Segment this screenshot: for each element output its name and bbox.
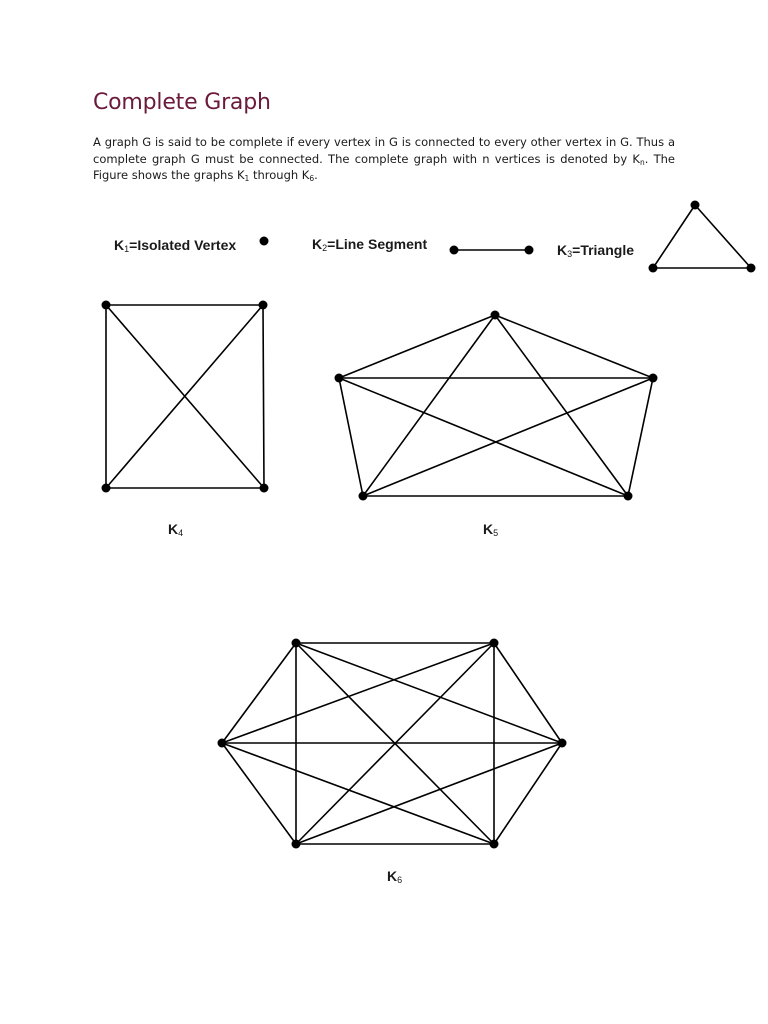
k5-label-sub: 5 [493,528,499,538]
k6-edge [494,643,562,743]
k4-vertex [259,301,268,310]
k1-label [114,237,236,253]
k5-label [483,521,498,537]
k6-vertex [490,840,499,849]
k3-edge [695,205,751,268]
k6-edge [494,743,562,844]
k1-label-text: =Isolated Vertex [129,237,237,253]
k3-label-sub: 3 [567,249,573,259]
k5-vertex [649,374,658,383]
intro-text-1: A graph G is said to be complete if every vertex in G is connected to every other vertex in G. Thus a complete graph G must be connected. The complete graph with n vertices is denoted by K [93,135,675,166]
page-title: Complete Graph [93,90,271,115]
k2-label-k: K [312,236,323,252]
k1-graph [260,237,269,246]
k4-graph [102,301,269,493]
k5-edge [628,378,653,496]
intro-text-4: . [314,168,318,182]
k4-edge [263,305,264,488]
k2-label-text: =Line Segment [327,236,428,252]
k2-graph [450,246,534,255]
k3-label [557,242,634,258]
k6-vertex [292,840,301,849]
intro-subscript-n: n [639,157,645,167]
k5-edge [339,378,363,496]
k6-edge [222,743,494,844]
k5-vertex [624,492,633,501]
k6-vertex [490,639,499,648]
intro-text-2: . The Figure shows the graphs K [93,151,676,182]
k5-label-k: K [483,521,494,537]
k6-graph [218,639,567,849]
k1-label-k: K [114,237,125,253]
k4-label [168,521,183,537]
k6-vertex [292,639,301,648]
k6-label-k: K [387,868,398,884]
k6-edge [296,643,562,743]
k6-vertex [558,739,567,748]
k6-edge [222,743,296,844]
k3-vertex [691,201,700,210]
k4-label-k: K [168,521,179,537]
intro-text-3: through K [249,168,310,182]
k3-edge [653,205,695,268]
k4-label-sub: 4 [178,528,184,538]
k5-vertex [491,311,500,320]
k1-label-sub: 1 [124,244,130,254]
k5-vertex [359,492,368,501]
k5-graph [335,311,658,501]
k6-label-sub: 6 [397,875,403,885]
k4-vertex [260,484,269,493]
k6-edge [222,643,296,743]
k3-label-text: =Triangle [572,242,634,258]
k4-vertex [102,301,111,310]
k5-vertex [335,374,344,383]
k2-vertex [450,246,459,255]
k3-vertex [747,264,756,273]
intro-subscript-1: 1 [244,174,250,183]
k1-vertex [260,237,269,246]
k6-vertex [218,739,227,748]
intro-subscript-6: 6 [309,174,315,183]
k6-edge [296,743,562,844]
k3-label-k: K [557,242,568,258]
k2-label-sub: 2 [322,243,328,253]
k6-edge [222,643,494,743]
k6-label [387,868,402,884]
k3-vertex [649,264,658,273]
k2-label [312,236,427,252]
k3-graph [649,201,756,273]
k2-vertex [525,246,534,255]
k4-vertex [102,484,111,493]
